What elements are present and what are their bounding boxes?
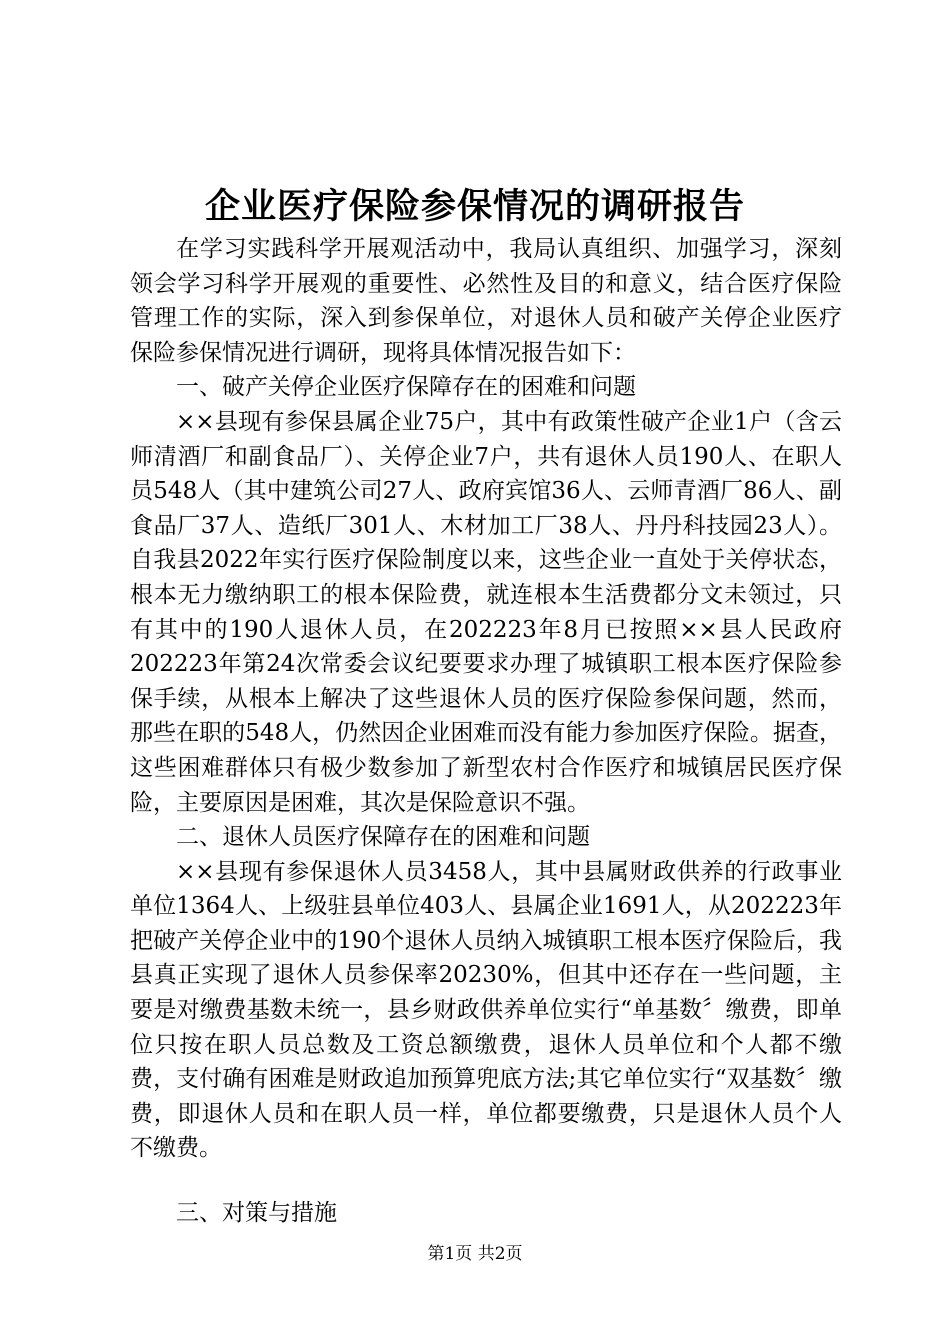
intro-paragraph: 在学习实践科学开展观活动中，我局认真组织、加强学习，深刻领会学习科学开展观的重要性、必然性及目的和意义，结合医疗保险管理工作的实际，深入到参保单位，对退休人员和破产关停企业医疗保险参保情况进行调研，现将具体情况报告如下： bbox=[130, 236, 842, 366]
page-number-footer: 第1页 共2页 bbox=[427, 1244, 523, 1264]
section-2-paragraph: ××县现有参保退休人员3458人，其中县属财政供养的行政事业单位1364人、上级驻县单位403人、县属企业1691人，从202223年把破产关停企业中的190个退休人员纳入城镇职工根本医疗保险后，我县真正实现了退休人员参保率20230%，但其中还存在一些问题，主要是对缴费基数未统一，县乡财政供养单位实行“单基数〞缴费，即单位只按在职人员总数及工资总额缴费，退休人员单位和个人都不缴费，支付确有困难是财政追加预算兜底方法;其它单位实行“双基数〞缴费，即退休人员和在职人员一样，单位都要缴费，只是退休人员个人不缴费。 bbox=[130, 858, 842, 1162]
section-3-heading: 三、对策与措施 bbox=[176, 1200, 337, 1227]
section-2-heading: 二、退休人员医疗保障存在的困难和问题 bbox=[176, 824, 590, 851]
section-1-paragraph: ××县现有参保县属企业75户，其中有政策性破产企业1户（含云师清酒厂和副食品厂）、关停企业7户，共有退休人员190人、在职人员548人（其中建筑公司27人、政府宾馆36人、云师青酒厂86人、副食品厂37人、造纸厂301人、木材加工厂38人、丹丹科技园23人）。自我县2022年实行医疗保险制度以来，这些企业一直处于关停状态，根本无力缴纳职工的根本保险费，就连根本生活费都分文未领过，只有其中的190人退休人员，在202223年8月已按照××县人民政府202223年第24次常委会议纪要要求办理了城镇职工根本医疗保险参保手续，从根本上解决了这些退休人员的医疗保险参保问题，然而，那些在职的548人，仍然因企业困难而没有能力参加医疗保险。据查，这些困难群体只有极少数参加了新型农村合作医疗和城镇居民医疗保险，主要原因是困难，其次是保险意识不强。 bbox=[130, 408, 842, 816]
page-title: 企业医疗保险参保情况的调研报告 bbox=[204, 186, 745, 227]
document-body bbox=[130, 232, 842, 1231]
section-1-heading: 一、破产关停企业医疗保障存在的困难和问题 bbox=[176, 374, 636, 401]
